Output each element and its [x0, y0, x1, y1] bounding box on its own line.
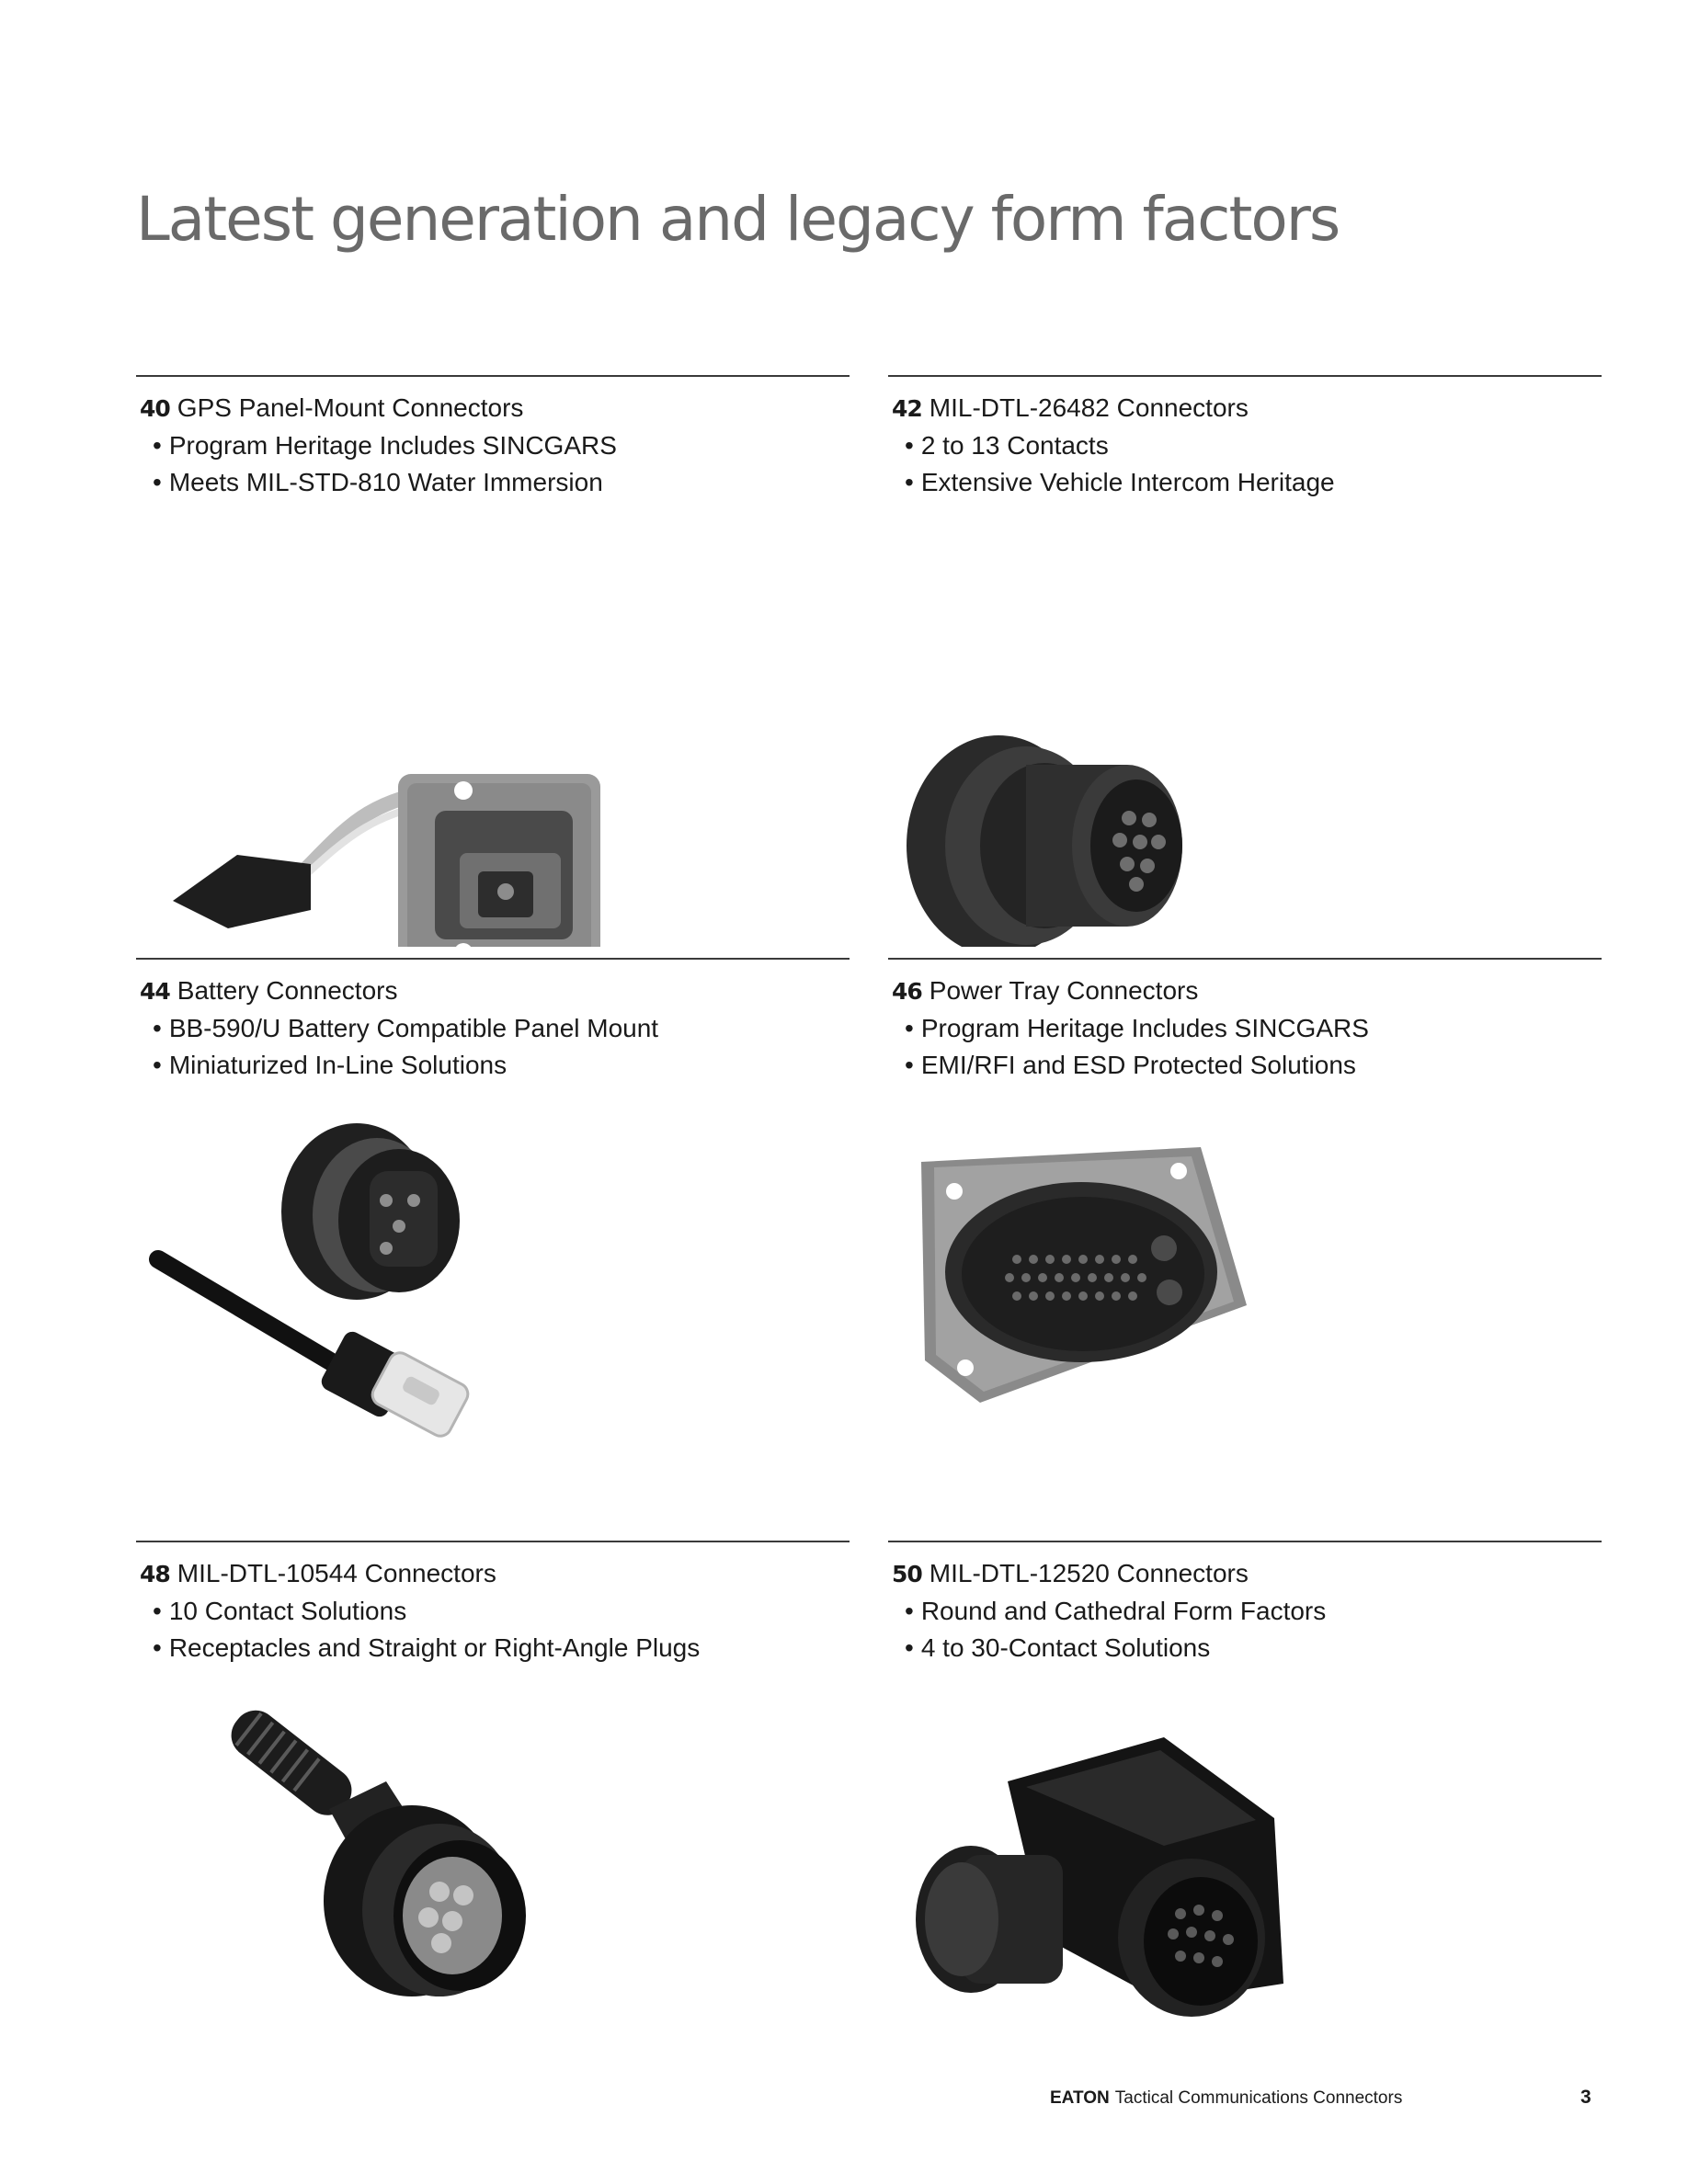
bullet-item: • Meets MIL-STD-810 Water Immersion — [153, 464, 850, 501]
product-card-mil-dtl-10544 — [136, 1541, 850, 2112]
panel-mount-connector-with-cable-photo — [136, 561, 850, 947]
card-bullets — [136, 427, 850, 501]
bullet-item: • EMI/RFI and ESD Protected Solutions — [905, 1047, 1602, 1084]
card-heading — [140, 973, 850, 1010]
footer-text: Tactical Communications Connectors — [1114, 2088, 1403, 2108]
card-title: GPS Panel-Mount Connectors — [177, 393, 524, 422]
card-title: MIL-DTL-12520 Connectors — [929, 1559, 1249, 1587]
card-title: MIL-DTL-26482 Connectors — [929, 393, 1249, 422]
product-card-battery — [136, 958, 850, 1530]
footer — [1050, 2088, 1402, 2109]
rectangular-power-tray-connector-photo — [888, 1131, 1602, 1517]
bullet-item: • Program Heritage Includes SINCGARS — [153, 427, 850, 464]
card-number: 46 — [892, 978, 922, 1005]
card-bullets — [888, 1593, 1602, 1666]
card-heading — [140, 390, 850, 427]
card-number: 40 — [140, 395, 170, 422]
product-card-mil-dtl-12520 — [888, 1541, 1602, 2112]
page-title: Latest generation and legacy form factors — [136, 184, 1340, 255]
page-number: 3 — [1580, 2087, 1591, 2108]
circular-bulkhead-connector-photo — [888, 561, 1602, 947]
circular-plug-with-strain-relief-photo — [136, 1699, 850, 2085]
bullet-item: • 4 to 30-Contact Solutions — [905, 1630, 1602, 1666]
card-bullets — [888, 427, 1602, 501]
card-title: Battery Connectors — [177, 976, 398, 1005]
card-bullets — [136, 1593, 850, 1666]
bullet-item: • 10 Contact Solutions — [153, 1593, 850, 1630]
bullet-item: • Round and Cathedral Form Factors — [905, 1593, 1602, 1630]
card-heading — [892, 390, 1602, 427]
card-number: 44 — [140, 978, 170, 1005]
bullet-item: • BB-590/U Battery Compatible Panel Mount — [153, 1010, 850, 1047]
product-card-gps-panel-mount — [136, 375, 850, 947]
right-angle-cathedral-connector-photo — [888, 1699, 1602, 2085]
card-heading — [892, 973, 1602, 1010]
bullet-item: • Program Heritage Includes SINCGARS — [905, 1010, 1602, 1047]
footer-brand: EATON — [1050, 2088, 1110, 2108]
product-card-mil-dtl-26482 — [888, 375, 1602, 947]
card-title: Power Tray Connectors — [929, 976, 1199, 1005]
bullet-item: • Receptacles and Straight or Right-Angle Plugs — [153, 1630, 850, 1666]
card-number: 42 — [892, 395, 922, 422]
bullet-item: • Miniaturized In-Line Solutions — [153, 1047, 850, 1084]
card-title: MIL-DTL-10544 Connectors — [177, 1559, 496, 1587]
card-heading — [892, 1555, 1602, 1593]
bullet-item: • Extensive Vehicle Intercom Heritage — [905, 464, 1602, 501]
product-card-power-tray — [888, 958, 1602, 1530]
card-heading — [140, 1555, 850, 1593]
battery-connector-with-cable-photo — [136, 1112, 850, 1498]
card-bullets — [888, 1010, 1602, 1084]
bullet-item: • 2 to 13 Contacts — [905, 427, 1602, 464]
card-number: 48 — [140, 1561, 170, 1587]
card-number: 50 — [892, 1561, 922, 1587]
card-bullets — [136, 1010, 850, 1084]
